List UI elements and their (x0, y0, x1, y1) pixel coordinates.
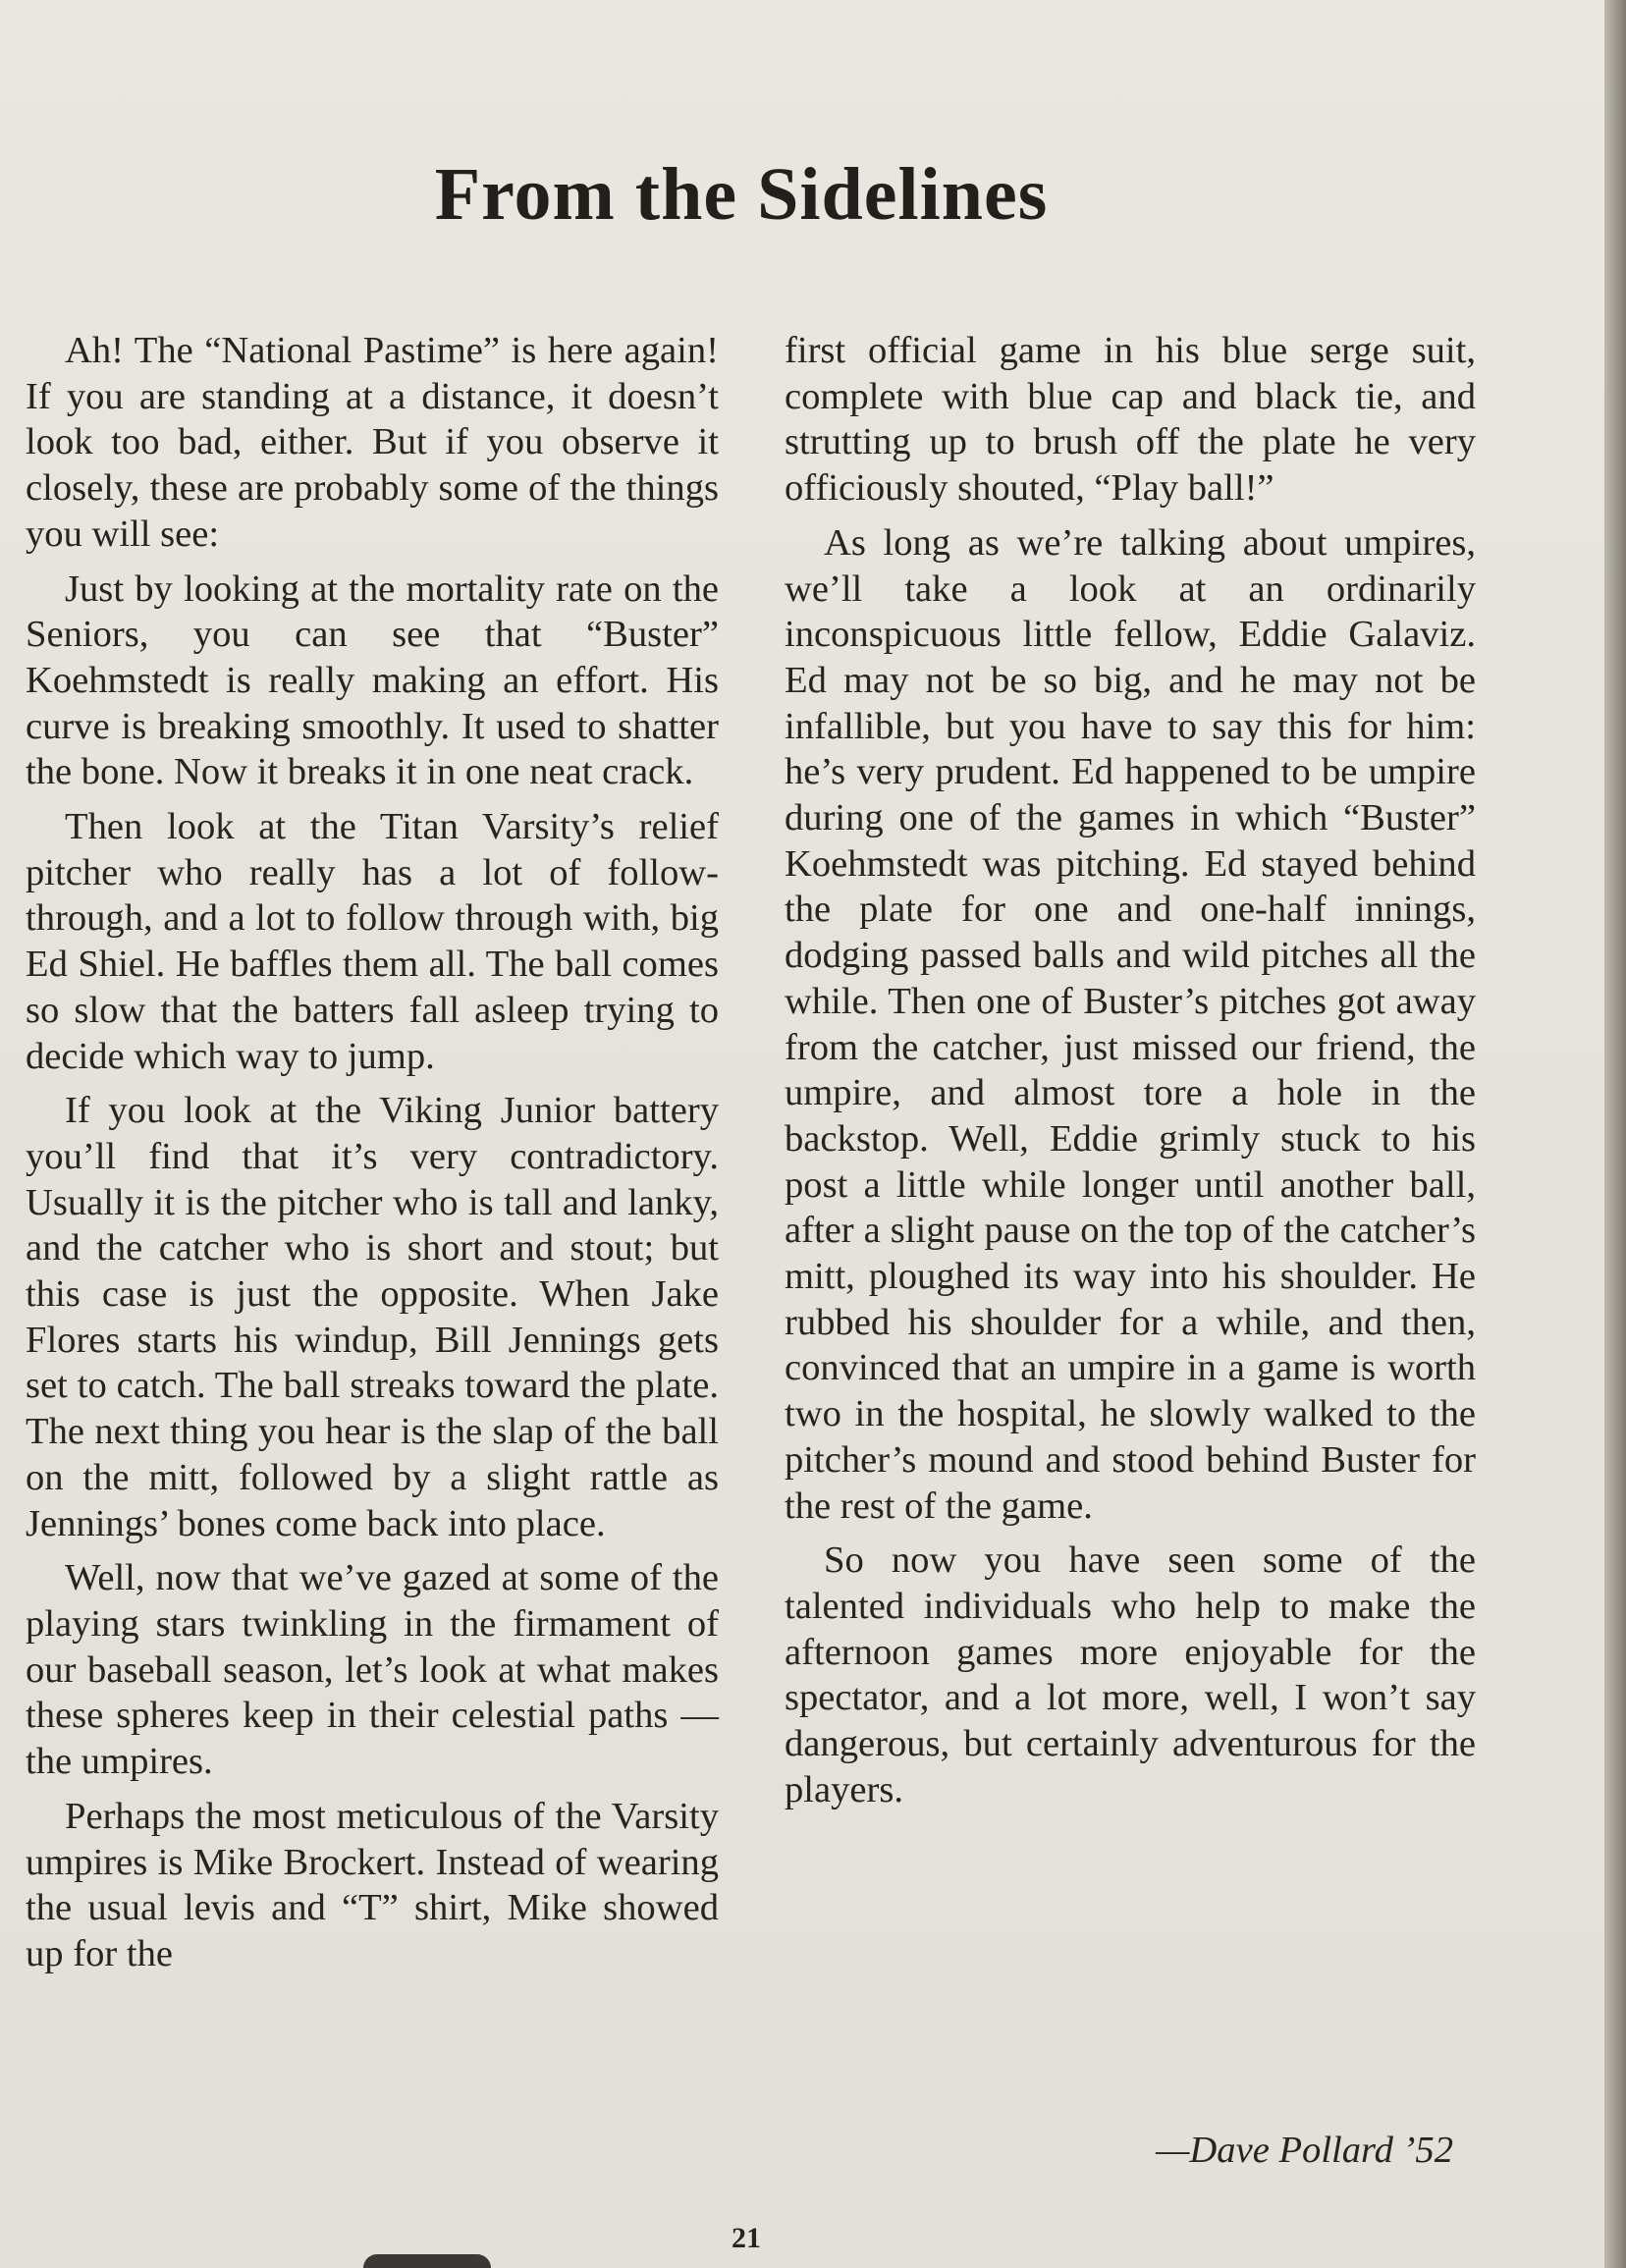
paragraph: Just by looking at the mortality rate on the Seniors, you can see that “Buster” Koehmstedt is really making an effort. His curve is breaking smoothly. It used to shatter the bone. Now it breaks it in one neat crack. (26, 567, 719, 793)
left-column (26, 328, 719, 1986)
paragraph: Then look at the Titan Varsity’s relief pitcher who really has a lot of follow-through, and a lot to follow through with, big Ed Shiel. He baffles them all. The ball comes so slow that the batters fall asleep trying to decide which way to jump. (26, 806, 719, 1077)
paragraph: As long as we’re talking about umpires, we’ll take a look at an ordinarily inconspicuous little fellow, Eddie Galaviz. Ed may not be so big, and he may not be infallible, but you have to say this for him: he’s very prudent. Ed happened to be umpire during one of the games in which “Buster” Koehmstedt was pitching. Ed stayed behind the plate for one and one-half innings, dodging passed balls and wild pitches all the while. Then one of Buster’s pitches got away from the catcher, just missed our friend, the umpire, and almost tore a hole in the backstop. Well, Eddie grimly stuck to his post a little while longer until another ball, after a slight pause on the top of the catcher’s mitt, ploughed its way into his shoulder. He rubbed his shoulder for a while, and then, convinced that an umpire in a game is worth two in the hospital, he slowly walked to the pitcher’s mound and stood behind Buster for the rest of the game. (785, 521, 1476, 1527)
article-title: From the Sidelines (434, 153, 1049, 236)
author-byline: —Dave Pollard ’52 (1156, 2130, 1453, 2171)
paragraph: Ah! The “National Pastime” is here again! If you are standing at a distance, it doesn’t look too bad, either. But if you observe it closely, these are probably some of the things you will see: (26, 330, 719, 555)
paragraph: Well, now that we’ve gazed at some of the playing stars twinkling in the firmament of our baseball season, let’s look at what makes these spheres keep in their celestial paths — the umpires. (26, 1557, 719, 1783)
paragraph: If you look at the Viking Junior battery you’ll find that it’s very contradictory. Usually it is the pitcher who is tall and lanky, and the catcher who is short and stout; but this case is just the opposite. When Jake Flores starts his windup, Bill Jennings gets set to catch. The ball streaks toward the plate. The next thing you hear is the slap of the ball on the mitt, followed by a slight rattle as Jennings’ bones come back into place. (26, 1090, 719, 1544)
paragraph: So now you have seen some of the talented individuals who help to make the afternoon games more enjoyable for the spectator, and a lot more, well, I won’t say dangerous, but certainly adventurous for the players. (785, 1539, 1476, 1810)
paragraph: Perhaps the most meticulous of the Varsity umpires is Mike Brockert. Instead of wearing the usual levis and “T” shirt, Mike showed up for the (26, 1795, 719, 1974)
page-number: 21 (732, 2222, 761, 2254)
paragraph: first official game in his blue serge suit, complete with blue cap and black tie, and strutting up to brush off the plate he very officiously shouted, “Play ball!” (785, 330, 1476, 510)
binding-mark (363, 2254, 491, 2268)
right-column (785, 328, 1476, 1822)
page-edge (1604, 0, 1626, 2268)
